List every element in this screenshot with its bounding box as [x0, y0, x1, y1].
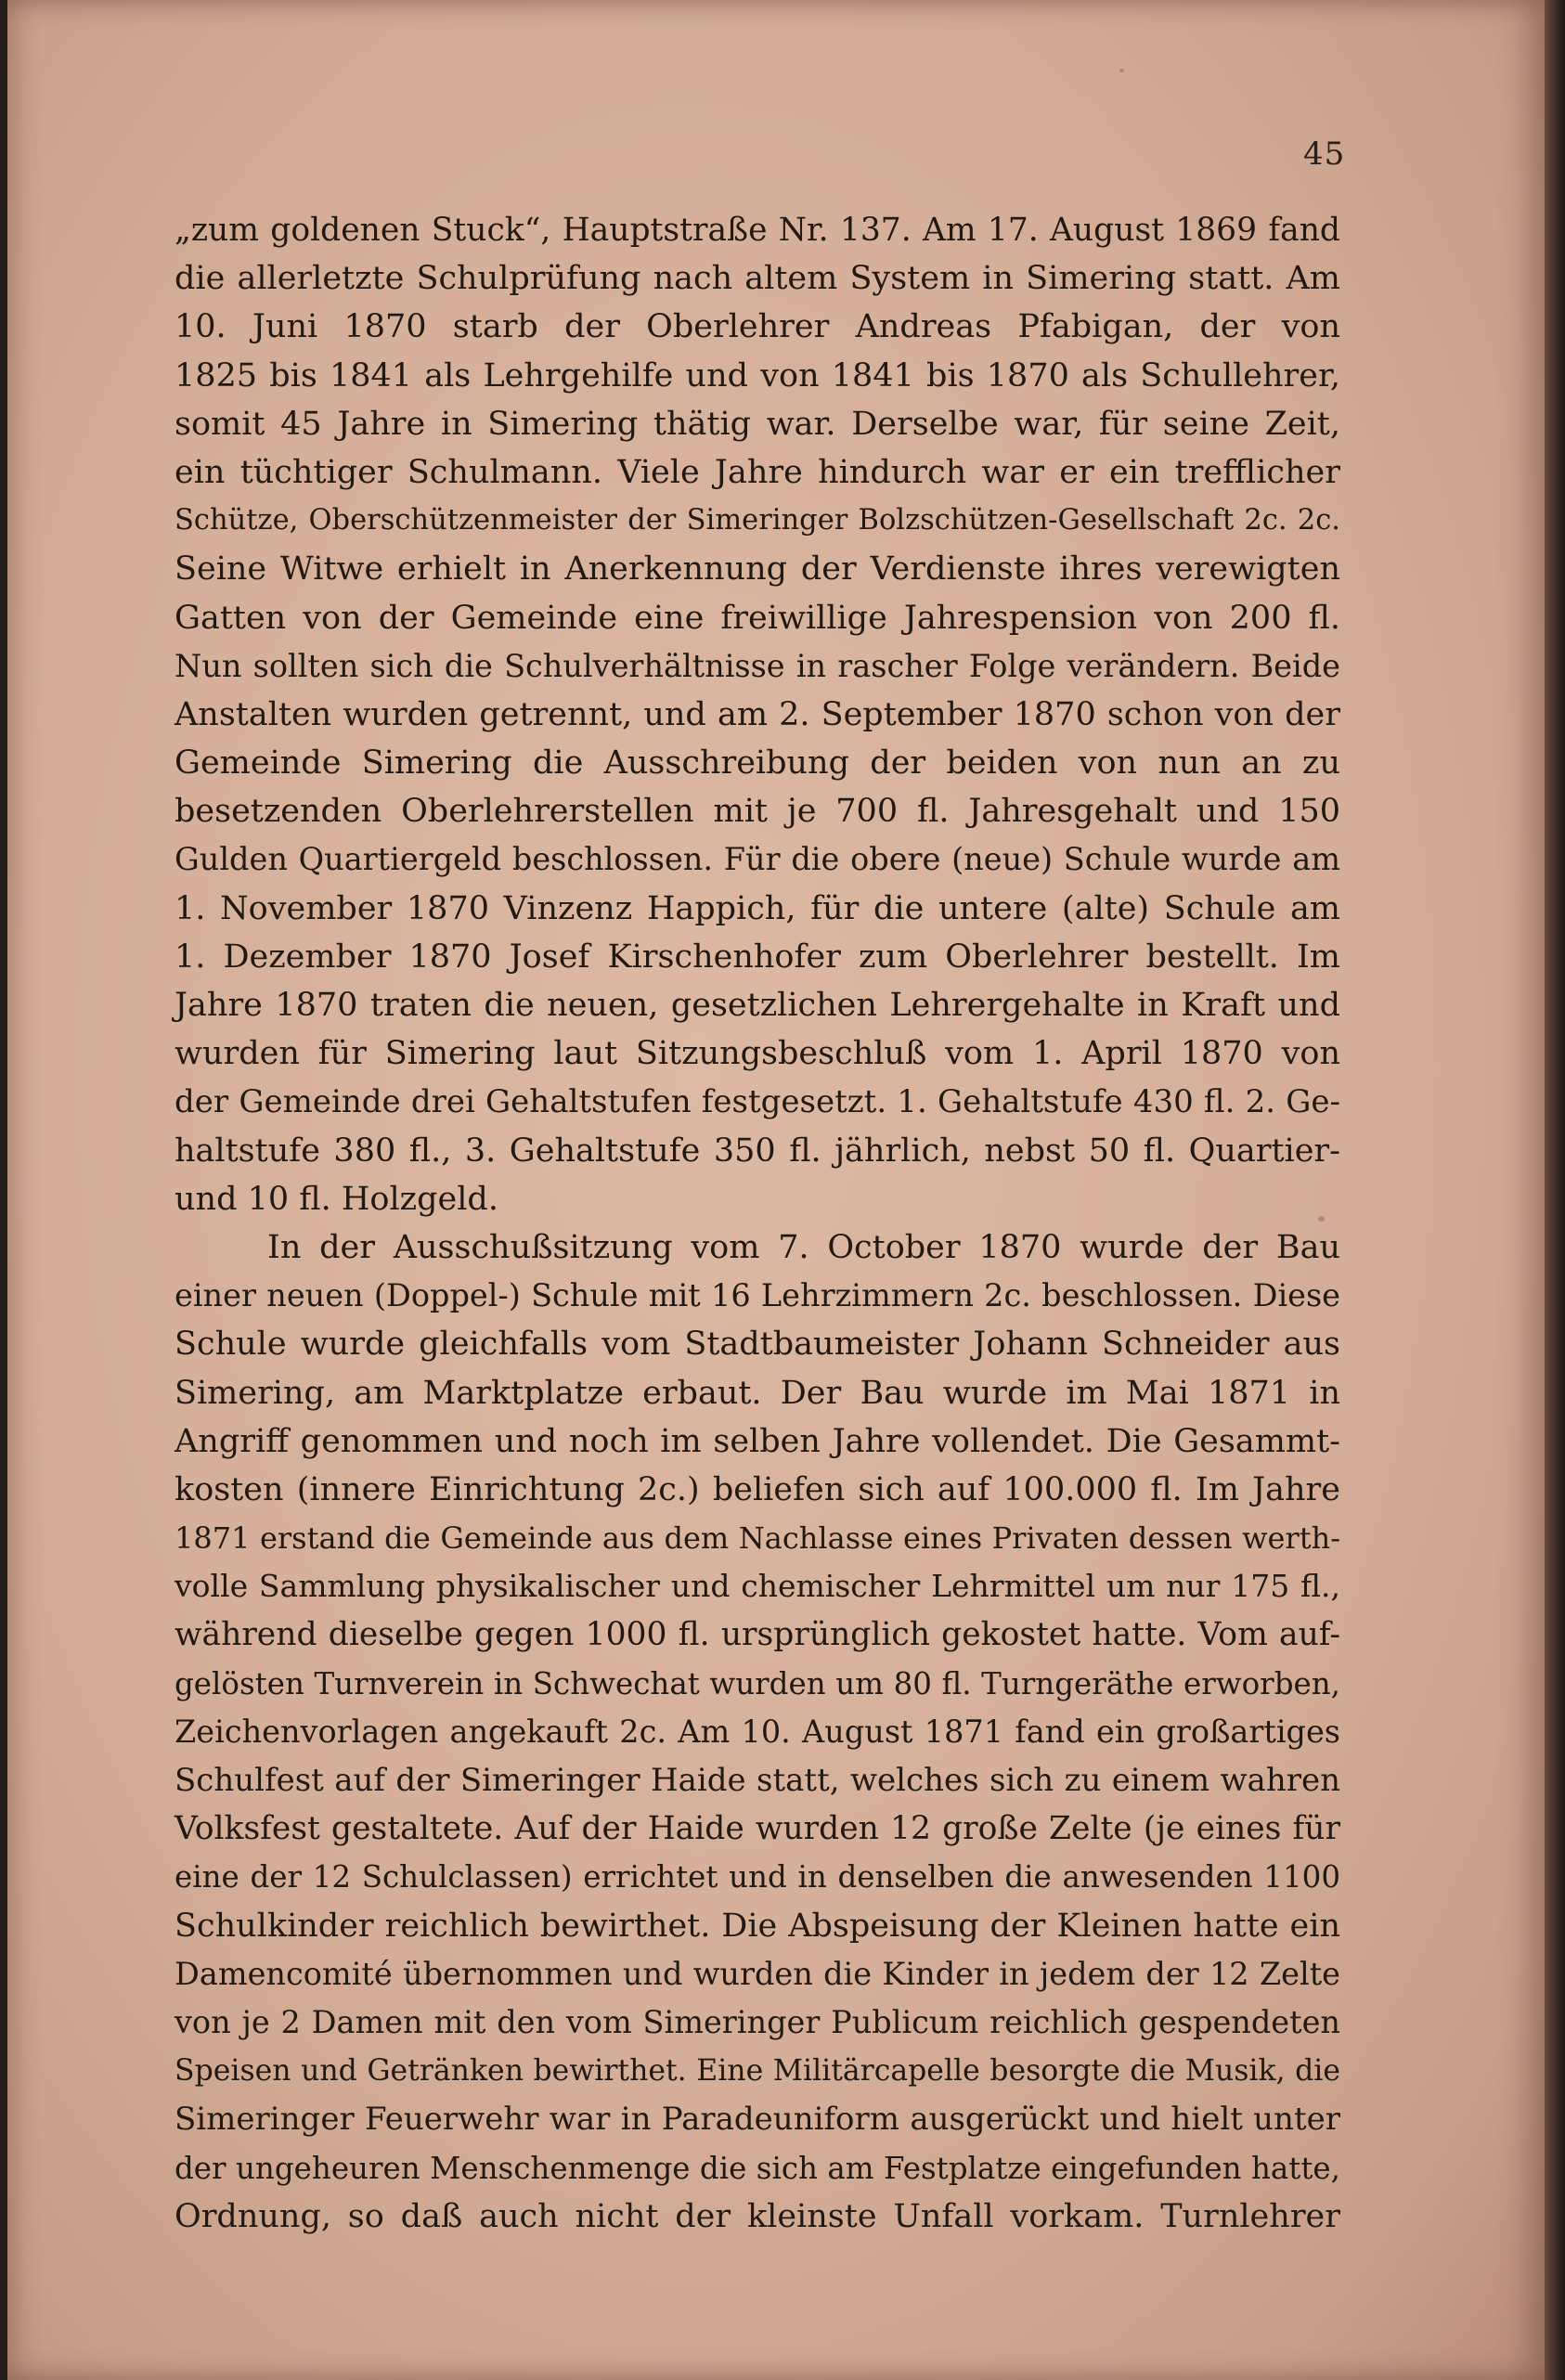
text-line: 1. November 1870 Vinzenz Happich, für die untere (alte) Schule am	[175, 889, 1340, 927]
text-line: 1825 bis 1841 als Lehrgehilfe und von 1841 bis 1870 als Schullehrer,	[175, 356, 1340, 395]
text-line: Gatten von der Gemeinde eine freiwillige Jahrespension von 200 fl.	[175, 599, 1340, 637]
text-line: besetzenden Oberlehrerstellen mit je 700 fl. Jahresgehalt und 150	[175, 793, 1340, 831]
text-line: der ungeheuren Menschenmenge die sich am Festplatze eingefunden hatte,	[175, 2150, 1340, 2186]
text-line: einer neuen (Doppel-) Schule mit 16 Lehrzimmern 2c. beschlossen. Diese	[175, 1277, 1340, 1314]
text-line: 1871 erstand die Gemeinde aus dem Nachlasse eines Privaten dessen werth-	[175, 1520, 1340, 1557]
text-line: Schütze, Oberschützenmeister der Simeringer Bolzschützen-Gesellschaft 2c. 2c.	[175, 504, 1340, 537]
text-line: Ordnung, so daß auch nicht der kleinste Unfall vorkam. Turnlehrer	[175, 2197, 1340, 2235]
text-line: somit 45 Jahre in Simering thätig war. Derselbe war, für seine Zeit,	[175, 405, 1340, 443]
text-line: Simering, am Marktplatze erbaut. Der Bau wurde im Mai 1871 in	[175, 1374, 1340, 1412]
text-line: „zum goldenen Stuck“, Hauptstraße Nr. 137. Am 17. August 1869 fand	[175, 212, 1340, 249]
paper-stain	[1119, 69, 1124, 72]
text-line: Zeichenvorlagen angekauft 2c. Am 10. August 1871 fand ein großartiges	[175, 1713, 1340, 1750]
page-number: 45	[1303, 136, 1346, 173]
text-line: Angriff genommen und noch im selben Jahre vollendet. Die Gesammt-	[175, 1422, 1340, 1460]
text-line: Gulden Quartiergeld beschlossen. Für die obere (neue) Schule wurde am	[175, 841, 1340, 878]
text-line: Nun sollten sich die Schulverhältnisse in rascher Folge verändern. Beide	[175, 647, 1340, 684]
text-line: Schulkinder reichlich bewirthet. Die Abspeisung der Kleinen hatte ein	[175, 1907, 1340, 1945]
text-line: 1. Dezember 1870 Josef Kirschenhofer zum Oberlehrer bestellt. Im	[175, 938, 1340, 976]
body-text	[175, 206, 1340, 2241]
paragraph-start-line: In der Ausschußsitzung vom 7. October 1870 wurde der Bau	[267, 1228, 1340, 1266]
text-line: kosten (innere Einrichtung 2c.) beliefen sich auf 100.000 fl. Im Jahre	[175, 1470, 1340, 1508]
text-line: Volksfest gestaltete. Auf der Haide wurden 12 große Zelte (je eines für	[175, 1810, 1340, 1848]
text-line: haltstufe 380 fl., 3. Gehaltstufe 350 fl. jährlich, nebst 50 fl. Quartier-	[175, 1132, 1340, 1170]
text-line: Speisen und Getränken bewirthet. Eine Militärcapelle besorgte die Musik, die	[175, 2054, 1340, 2089]
text-line: während dieselbe gegen 1000 fl. ursprünglich gekostet hatte. Vom auf-	[175, 1616, 1340, 1654]
text-line: von je 2 Damen mit den vom Simeringer Publicum reichlich gespendeten	[175, 2003, 1340, 2040]
text-line: gelösten Turnverein in Schwechat wurden um 80 fl. Turngeräthe erworben,	[175, 1665, 1340, 1701]
paragraph-end-line: und 10 fl. Holzgeld.	[175, 1180, 498, 1218]
text-line: Simeringer Feuerwehr war in Paradeuniform ausgerückt und hielt unter	[175, 2101, 1340, 2139]
text-line: Seine Witwe erhielt in Anerkennung der Verdienste ihres verewigten	[175, 550, 1340, 589]
text-line: Anstalten wurden getrennt, und am 2. September 1870 schon von der	[175, 695, 1340, 733]
text-line: der Gemeinde drei Gehaltstufen festgesetzt. 1. Gehaltstufe 430 fl. 2. Ge-	[175, 1083, 1340, 1121]
text-line: Damencomité übernommen und wurden die Kinder in jedem der 12 Zelte	[175, 1955, 1340, 1992]
text-line: wurden für Simering laut Sitzungsbeschluß vom 1. April 1870 von	[175, 1035, 1340, 1073]
text-line: ein tüchtiger Schulmann. Viele Jahre hindurch war er ein trefflicher	[175, 453, 1340, 491]
book-spine-edge	[1545, 0, 1565, 2380]
text-line: Gemeinde Simering die Ausschreibung der beiden von nun an zu	[175, 744, 1340, 783]
text-line: volle Sammlung physikalischer und chemischer Lehrmittel um nur 175 fl.,	[175, 1568, 1340, 1605]
text-line: 10. Juni 1870 starb der Oberlehrer Andreas Pfabigan, der von	[175, 308, 1340, 346]
text-line: Schule wurde gleichfalls vom Stadtbaumeister Johann Schneider aus	[175, 1326, 1340, 1364]
text-line: eine der 12 Schulclassen) errichtet und in denselben die anwesenden 1100	[175, 1859, 1340, 1895]
text-line: die allerletzte Schulprüfung nach altem System in Simering statt. Am	[175, 260, 1340, 298]
text-line: Jahre 1870 traten die neuen, gesetzlichen Lehrergehalte in Kraft und	[175, 987, 1340, 1024]
paper-page	[7, 0, 1545, 2380]
text-line: Schulfest auf der Simeringer Haide statt, welches sich zu einem wahren	[175, 1762, 1340, 1799]
